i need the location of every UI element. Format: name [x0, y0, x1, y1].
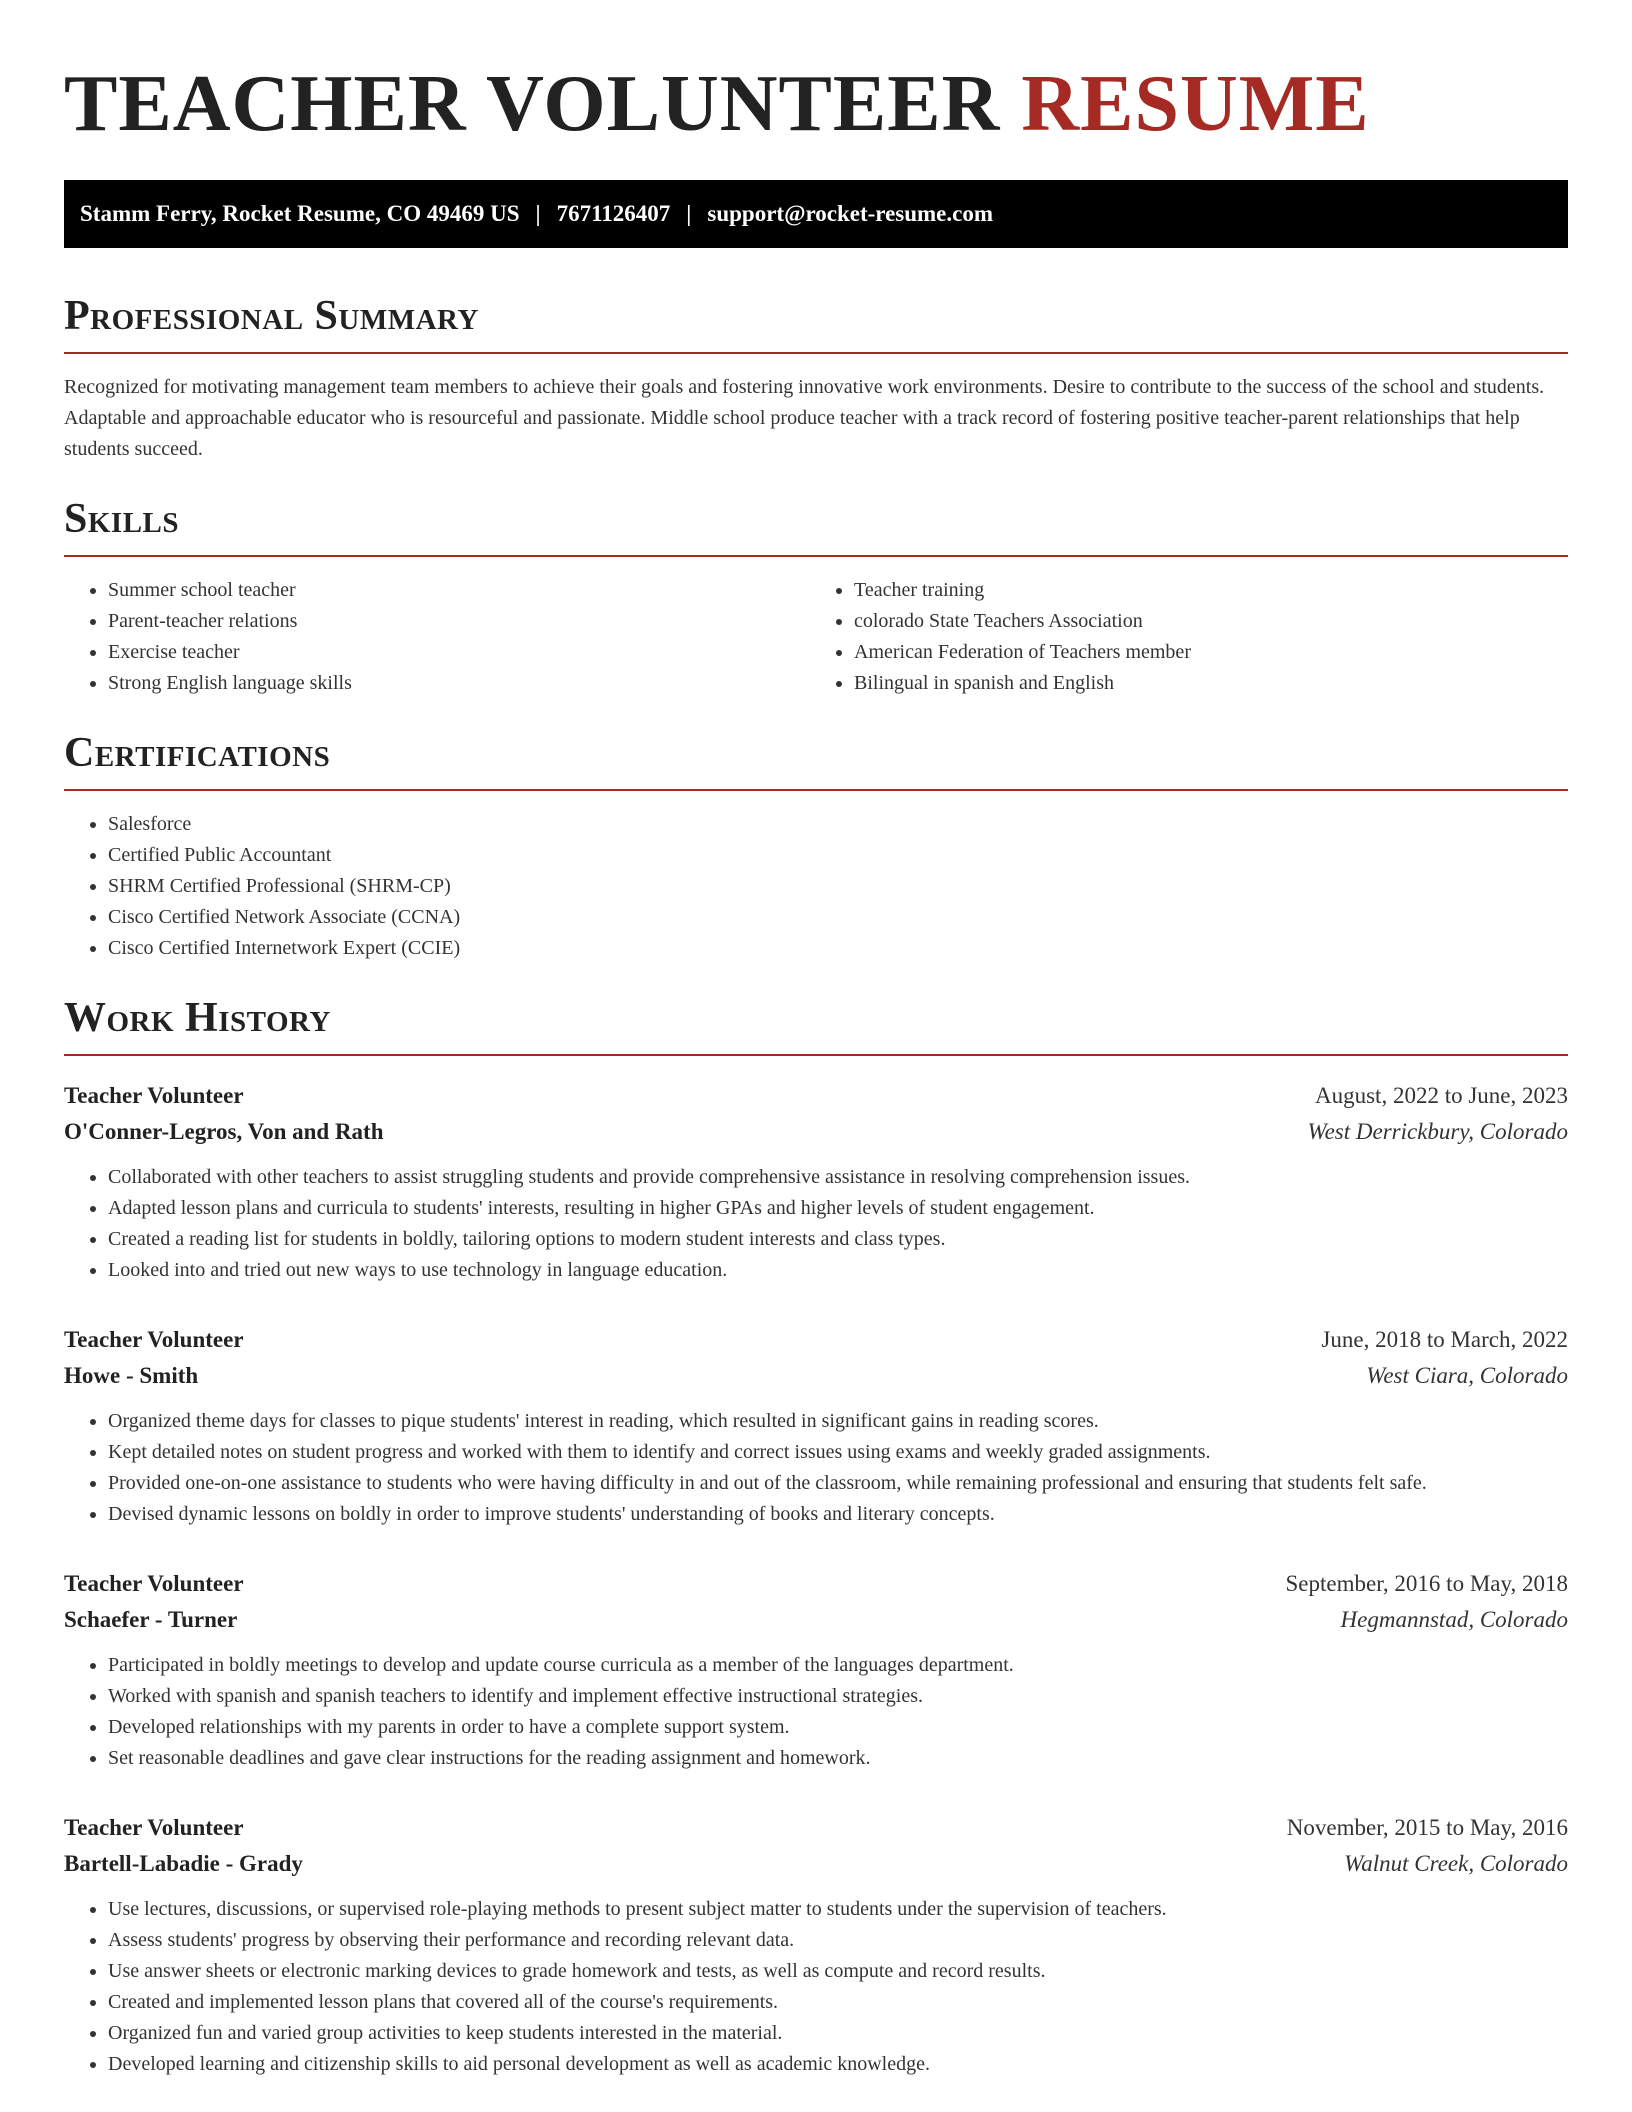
title-accent: RESUME — [1021, 60, 1370, 148]
section-divider — [64, 789, 1568, 791]
certification-item: • Certified Public Accountant — [108, 840, 1568, 871]
certification-item: • SHRM Certified Professional (SHRM-CP) — [108, 871, 1568, 902]
job-bullet: • Participated in boldly meetings to develop and update course curricula as a member of the languages department. — [108, 1650, 1568, 1681]
job-entry — [64, 1810, 1568, 2080]
skill-item: • Exercise teacher — [108, 637, 822, 668]
skill-item: • Summer school teacher — [108, 575, 822, 606]
summary-heading: Professional Summary — [64, 293, 479, 339]
job-dates: September, 2016 to May, 2018 — [1285, 1571, 1568, 1596]
summary-section — [64, 292, 1568, 465]
job-entry — [64, 1322, 1568, 1530]
certifications-section — [64, 729, 1568, 964]
job-entry — [64, 1566, 1568, 1774]
job-bullet: • Developed learning and citizenship skills to aid personal development as well as academic knowledge. — [108, 2049, 1568, 2080]
job-bullet: • Created a reading list for students in boldly, tailoring options to modern student interests and class types. — [108, 1224, 1568, 1255]
job-bullets — [64, 1162, 1568, 1286]
job-bullet: • Use answer sheets or electronic marking devices to grade homework and tests, as well as compute and record results. — [108, 1956, 1568, 1987]
job-company: Bartell-Labadie - Grady — [64, 1851, 303, 1876]
job-bullets — [64, 1650, 1568, 1774]
skill-item: • Strong English language skills — [108, 668, 822, 699]
job-title: Teacher Volunteer — [64, 1083, 244, 1108]
contact-phone: 7671126407 — [556, 201, 671, 226]
job-company-row — [64, 1358, 1568, 1394]
job-bullet: • Looked into and tried out new ways to use technology in language education. — [108, 1255, 1568, 1286]
job-bullets — [64, 1894, 1568, 2080]
skills-list-right — [822, 575, 1568, 699]
skills-list-left — [64, 575, 822, 699]
certifications-heading: Certifications — [64, 730, 331, 776]
certification-item: • Cisco Certified Internetwork Expert (CCIE) — [108, 933, 1568, 964]
skill-item: • colorado State Teachers Association — [854, 606, 1568, 637]
section-divider — [64, 1054, 1568, 1056]
skill-item: • American Federation of Teachers member — [854, 637, 1568, 668]
job-location: West Derrickbury, Colorado — [1307, 1119, 1568, 1144]
contact-address: Stamm Ferry, Rocket Resume, CO 49469 US — [80, 201, 520, 226]
job-company: Howe - Smith — [64, 1363, 199, 1388]
skill-item: • Parent-teacher relations — [108, 606, 822, 637]
job-bullet: • Kept detailed notes on student progress and worked with them to identify and correct issues using exams and weekly graded assignments. — [108, 1437, 1568, 1468]
job-bullets — [64, 1406, 1568, 1530]
contact-separator: | — [686, 201, 692, 226]
skill-item: • Teacher training — [854, 575, 1568, 606]
job-dates: November, 2015 to May, 2016 — [1286, 1815, 1568, 1840]
job-header-row — [64, 1322, 1568, 1358]
job-bullet: • Developed relationships with my parents in order to have a complete support system. — [108, 1712, 1568, 1743]
contact-email[interactable]: support@rocket-resume.com — [707, 201, 994, 226]
certification-item: • Cisco Certified Network Associate (CCNA) — [108, 902, 1568, 933]
job-bullet: • Set reasonable deadlines and gave clear instructions for the reading assignment and homework. — [108, 1743, 1568, 1774]
job-title: Teacher Volunteer — [64, 1815, 244, 1840]
job-company-row — [64, 1602, 1568, 1638]
job-location: West Ciara, Colorado — [1366, 1363, 1568, 1388]
contact-bar — [64, 180, 1568, 248]
job-title: Teacher Volunteer — [64, 1327, 244, 1352]
job-location: Hegmannstad, Colorado — [1340, 1607, 1568, 1632]
job-bullet: • Worked with spanish and spanish teachers to identify and implement effective instructional strategies. — [108, 1681, 1568, 1712]
job-bullet: • Provided one-on-one assistance to students who were having difficulty in and out of the classroom, while remaining professional and ensuring that students felt safe. — [108, 1468, 1568, 1499]
job-company-row — [64, 1114, 1568, 1150]
job-company: Schaefer - Turner — [64, 1607, 238, 1632]
job-title: Teacher Volunteer — [64, 1571, 244, 1596]
skills-heading: Skills — [64, 496, 180, 542]
work-history-heading: Work History — [64, 995, 331, 1041]
job-bullet: • Use lectures, discussions, or supervised role-playing methods to present subject matter to students under the supervision of teachers. — [108, 1894, 1568, 1925]
job-company: O'Conner-Legros, Von and Rath — [64, 1119, 384, 1144]
job-bullet: • Collaborated with other teachers to assist struggling students and provide comprehensive assistance in resolving comprehension issues. — [108, 1162, 1568, 1193]
job-bullet: • Organized fun and varied group activities to keep students interested in the material. — [108, 2018, 1568, 2049]
job-entry — [64, 1078, 1568, 1286]
job-header-row — [64, 1566, 1568, 1602]
job-header-row — [64, 1078, 1568, 1114]
certification-item: • Salesforce — [108, 809, 1568, 840]
job-bullet: • Assess students' progress by observing their performance and recording relevant data. — [108, 1925, 1568, 1956]
title-main: TEACHER VOLUNTEER — [64, 60, 1001, 148]
certifications-list — [64, 809, 1568, 964]
job-header-row — [64, 1810, 1568, 1846]
job-location: Walnut Creek, Colorado — [1344, 1851, 1568, 1876]
job-dates: August, 2022 to June, 2023 — [1315, 1083, 1568, 1108]
job-bullet: • Created and implemented lesson plans that covered all of the course's requirements. — [108, 1987, 1568, 2018]
skills-section — [64, 495, 1568, 699]
summary-text: Recognized for motivating management team members to achieve their goals and fostering innovative work environments. Desire to contribute to the success of the school and students. Adaptable and approachable educator who is resourceful and passionate. Middle school produce teacher with a track record of fostering positive teacher-parent relationships that help students succeed. — [64, 376, 1545, 460]
job-bullet: • Organized theme days for classes to pique students' interest in reading, which resulted in significant gains in reading scores. — [108, 1406, 1568, 1437]
job-company-row — [64, 1846, 1568, 1882]
skill-item: • Bilingual in spanish and English — [854, 668, 1568, 699]
job-bullet: • Adapted lesson plans and curricula to students' interests, resulting in higher GPAs and higher levels of student engagement. — [108, 1193, 1568, 1224]
resume-title — [64, 58, 1568, 150]
work-history-section — [64, 994, 1568, 2080]
section-divider — [64, 352, 1568, 354]
contact-separator: | — [535, 201, 541, 226]
job-bullet: • Devised dynamic lessons on boldly in order to improve students' understanding of books and literary concepts. — [108, 1499, 1568, 1530]
skills-grid — [64, 557, 1568, 699]
job-dates: June, 2018 to March, 2022 — [1321, 1327, 1568, 1352]
